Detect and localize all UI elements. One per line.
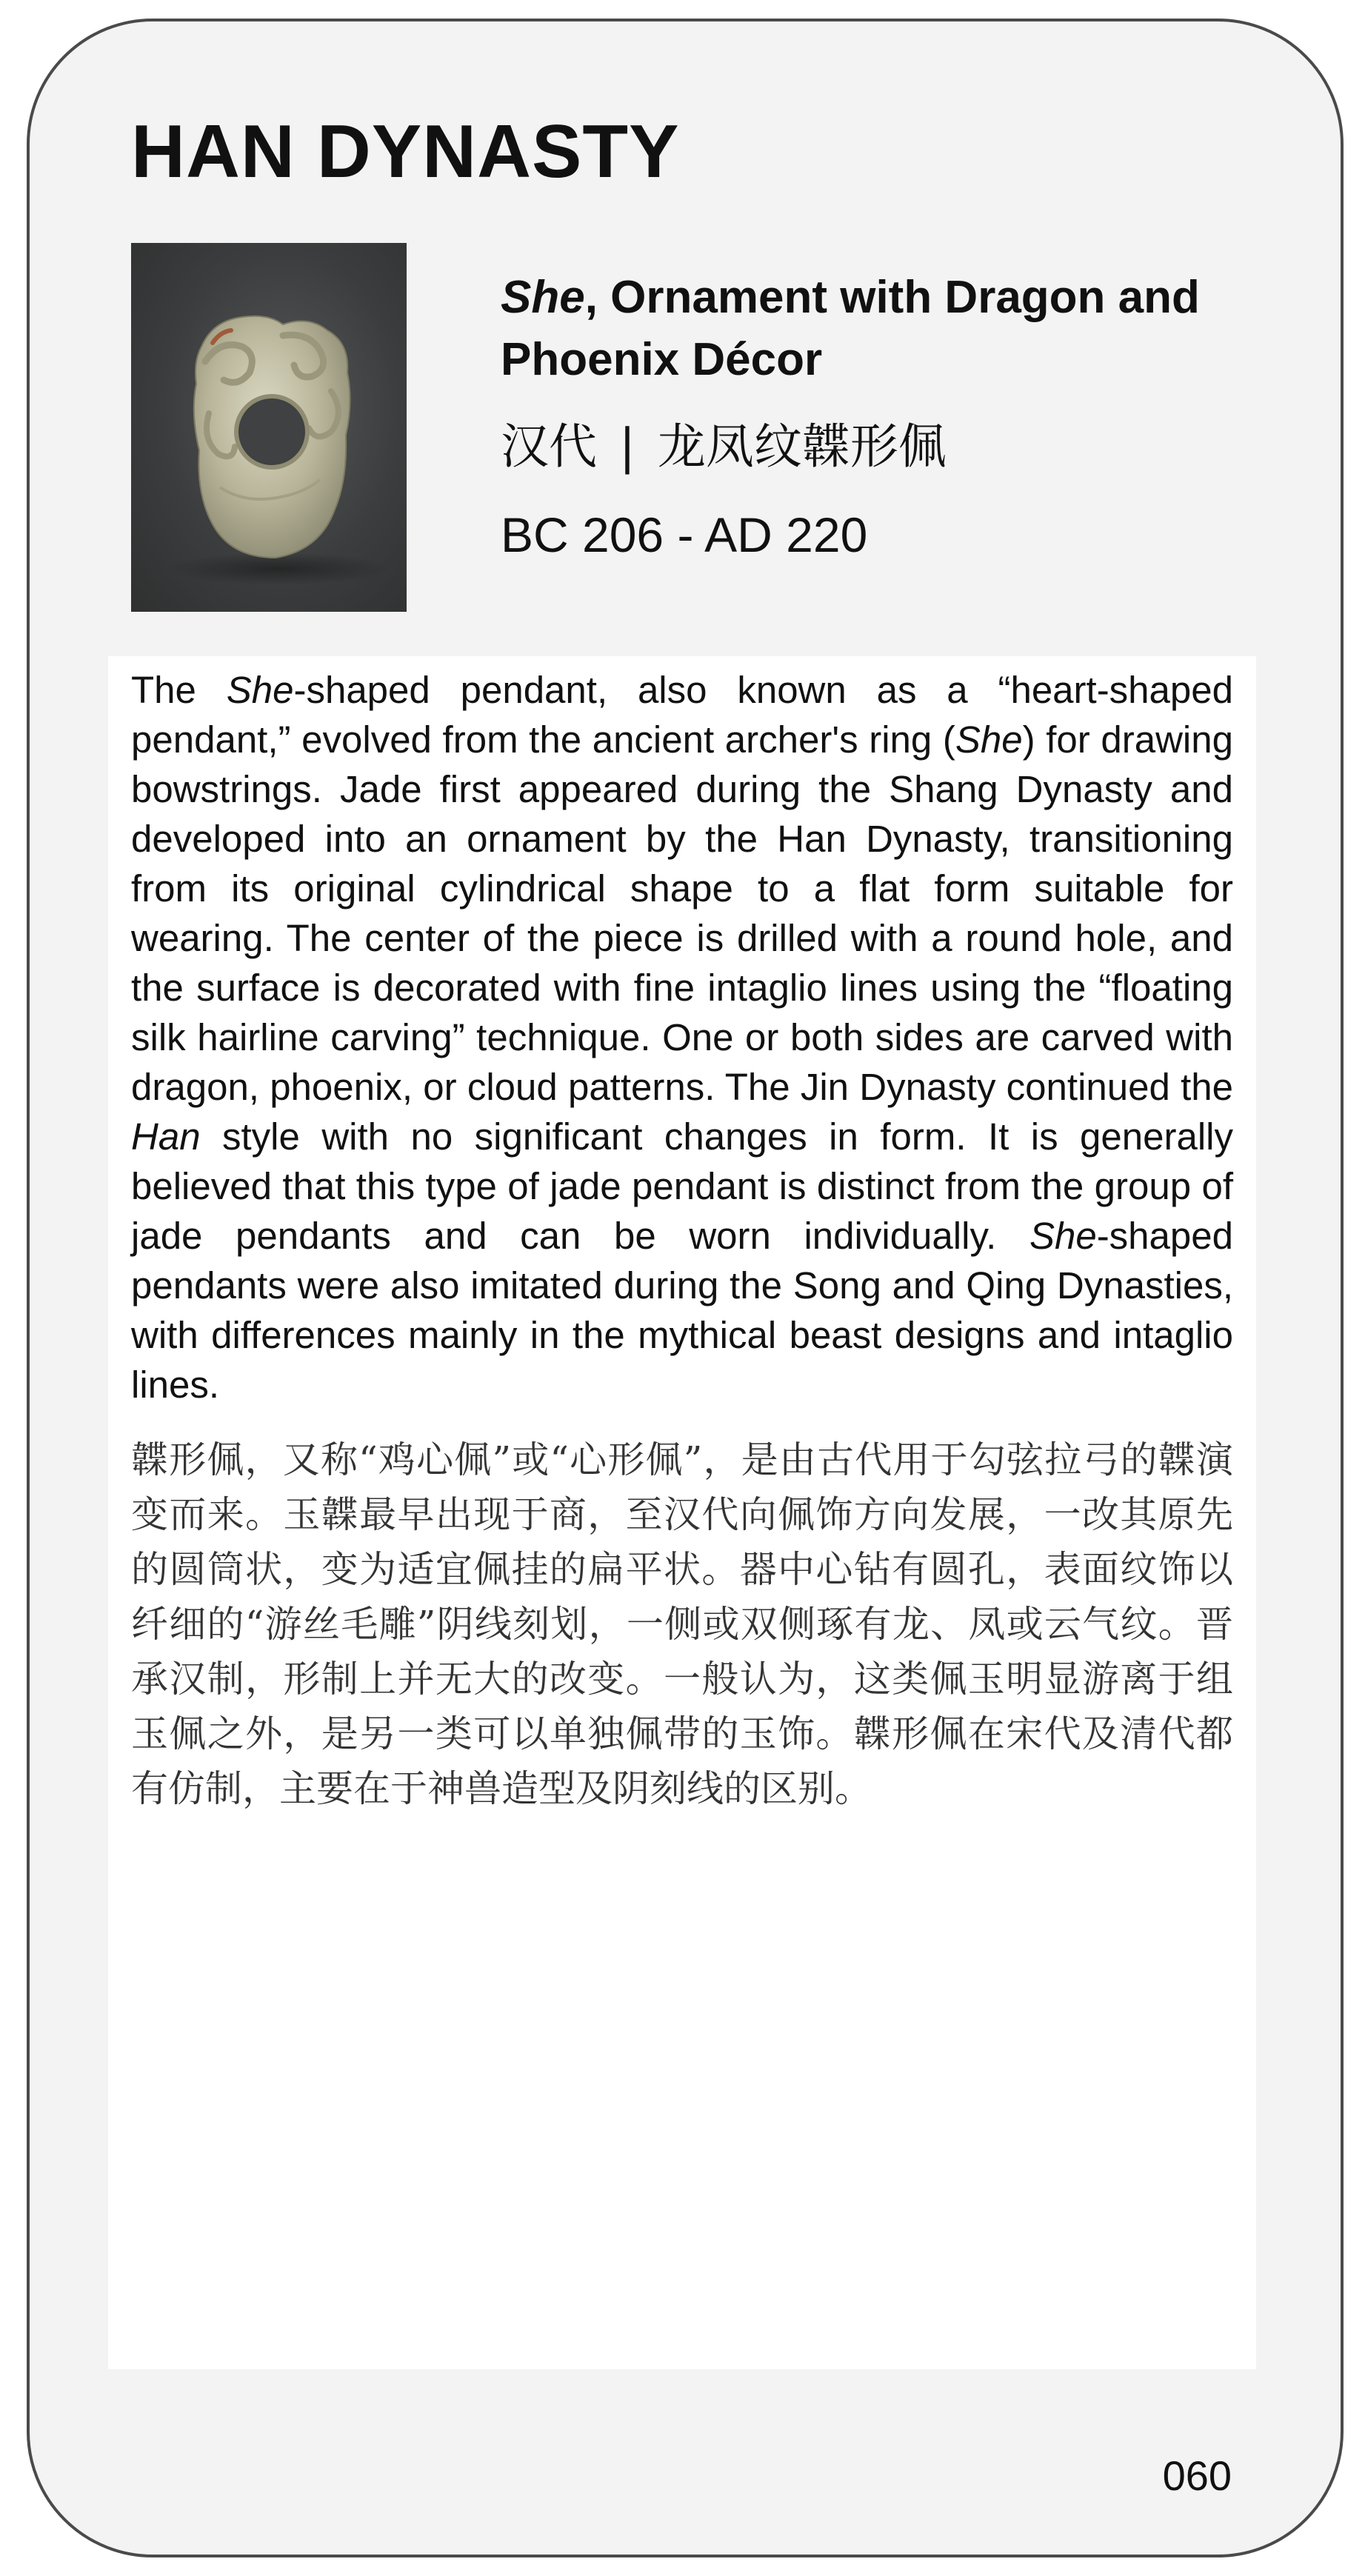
en-italic-segment: Han <box>131 1115 201 1158</box>
en-text-segment: ) for drawing bowstrings. Jade first appeared during the Shang Dynasty and developed into an ornament by the Han Dynasty, transitioning from its original cylindrical shape to a flat form suitable for wearing. The center of the piece is drilled with a round hole, and the surface is decorated with fine intaglio lines using the “floating silk hairline carving” technique. One or both sides are carved with dragon, phoenix, or cloud patterns. The Jin Dynasty continued the <box>131 718 1233 1108</box>
en-text-segment: The <box>131 669 227 711</box>
chinese-object-name: 龙凤纹韘形佩 <box>657 419 947 475</box>
object-date: BC 206 - AD 220 <box>501 507 868 562</box>
english-description <box>131 665 1233 1409</box>
page-number: 060 <box>1162 2452 1232 2499</box>
chinese-description: 韘形佩，又称“鸡心佩”或“心形佩”，是由古代用于勾弦拉弓的韘演变而来。玉韘最早出现于商，至汉代向佩饰方向发展，一改其原先的圆筒状，变为适宜佩挂的扁平状。器中心钻有圆孔，表面纹饰以纤细的“游丝毛雕”阴线刻划，一侧或双侧琢有龙、凤或云气纹。晋承汉制，形制上并无大的改变。一般认为，这类佩玉明显游离于组玉佩之外，是另一类可以单独佩带的玉饰。韘形佩在宋代及清代都有仿制，主要在于神兽造型及阴刻线的区别。 <box>131 1438 1233 1810</box>
en-italic-segment: She <box>1029 1215 1097 1257</box>
dynasty-heading: HAN DYNASTY <box>131 110 680 193</box>
en-italic-segment: She <box>226 669 294 711</box>
description-panel <box>108 656 1256 2369</box>
en-italic-segment: She <box>955 718 1023 761</box>
en-text-segment: style with no significant changes in form. It is generally believed that this type of jade pendant is distinct from the group of jade pendants and can be worn individually. <box>131 1115 1233 1257</box>
object-chinese-title <box>501 416 1241 478</box>
en-text-segment: -shaped pendants were also imitated during the Song and Qing Dynasties, with differences mainly in the mythical beast designs and intaglio lines. <box>131 1215 1233 1406</box>
object-title <box>501 267 1241 391</box>
object-title-block <box>501 267 1241 566</box>
chinese-dynasty: 汉代 <box>501 419 598 475</box>
object-title-rest: , Ornament with Dragon and Phoenix Décor <box>501 272 1200 385</box>
object-title-italic: She <box>501 272 585 323</box>
jade-pendant-photo <box>131 243 407 612</box>
chinese-separator: | <box>619 419 635 475</box>
en-text-segment: -shaped pendant, also known as a “heart-shaped pendant,” evolved from the ancient archer's ring ( <box>131 669 1233 761</box>
